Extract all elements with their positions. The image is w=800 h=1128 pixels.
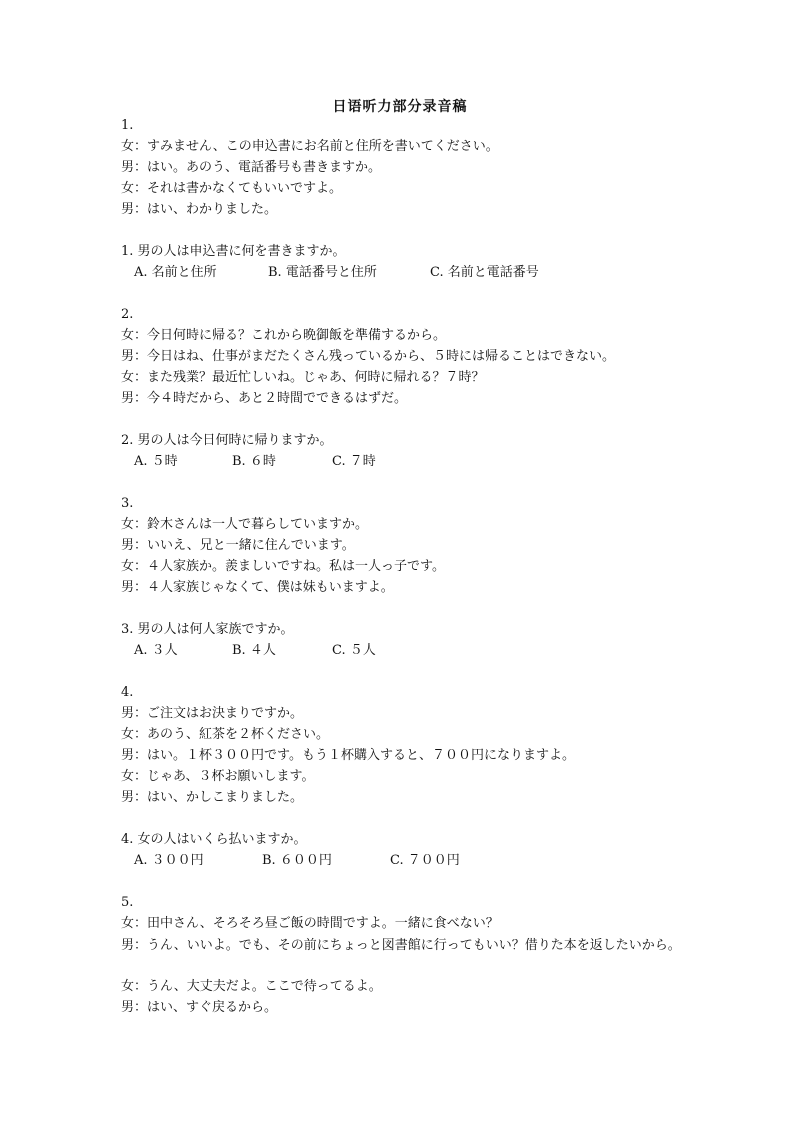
dialogue-line: 男：いいえ、兄と一緒に住んでいます。: [121, 538, 355, 553]
option-b: B. 電話番号と住所: [268, 265, 377, 280]
option-b: B. ６００円: [262, 853, 332, 868]
dialogue-line: 女：田中さん、そろそろ昼ご飯の時間ですよ。一緒に食べない？: [121, 916, 499, 931]
option-c: C. ７００円: [390, 853, 460, 868]
dialogue-line: 男：今日はね、仕事がまだたくさん残っているから、５時には帰ることはできない。: [121, 349, 616, 364]
dialogue-line: 女：うん、大丈夫だよ。ここで待ってるよ。: [121, 979, 382, 994]
section-number: 1.: [121, 118, 134, 133]
option-a: A. ５時: [134, 454, 178, 469]
option-c: C. 名前と電話番号: [430, 265, 539, 280]
option-c: C. ５人: [332, 643, 376, 658]
option-b: B. ６時: [232, 454, 276, 469]
dialogue-line: 女：４人家族か。羨ましいですね。私は一人っ子です。: [121, 559, 445, 574]
dialogue-line: 女：じゃあ、３杯お願いします。: [121, 769, 315, 784]
dialogue-line: 女：それは書かなくてもいいですよ。: [121, 181, 343, 196]
question-text: 4. 女の人はいくら払いますか。: [121, 832, 307, 847]
page-title: 日语听力部分录音稿: [332, 99, 468, 115]
section-number: 4.: [121, 685, 134, 700]
dialogue-line: 女：鈴木さんは一人で暮らしていますか。: [121, 517, 369, 532]
option-c: C. ７時: [332, 454, 376, 469]
option-b: B. ４人: [232, 643, 276, 658]
dialogue-line: 男：今４時だから、あと２時間でできるはずだ。: [121, 391, 408, 406]
question-text: 1. 男の人は申込書に何を書きますか。: [121, 244, 346, 259]
section-number: 3.: [121, 496, 134, 511]
dialogue-line: 男：４人家族じゃなくて、僕は妹もいますよ。: [121, 580, 394, 595]
dialogue-line: 女：今日何時に帰る？これから晩御飯を準備するから。: [121, 328, 447, 343]
dialogue-line: 男：はい、すぐ戻るから。: [121, 1000, 278, 1015]
dialogue-line: 男：はい、かしこまりました。: [121, 790, 304, 805]
dialogue-line: 女：また残業？最近忙しいね。じゃあ、何時に帰れる？７時？: [121, 370, 485, 385]
dialogue-line: 男：はい。あのう、電話番号も書きますか。: [121, 160, 382, 175]
section-number: 5.: [121, 895, 134, 910]
dialogue-line: 女：すみません、この申込書にお名前と住所を書いてください。: [121, 139, 499, 154]
question-text: 3. 男の人は何人家族ですか。: [121, 622, 294, 637]
option-a: A. ３人: [134, 643, 178, 658]
dialogue-line: 男：はい、わかりました。: [121, 202, 278, 217]
dialogue-line: 男：うん、いいよ。でも、その前にちょっと図書館に行ってもいい？借りた本を返したいから。: [121, 938, 681, 953]
section-number: 2.: [121, 307, 134, 322]
dialogue-line: 男：はい。１杯３００円です。もう１杯購入すると、７００円になりますよ。: [121, 748, 575, 763]
option-a: A. ３００円: [134, 853, 204, 868]
dialogue-line: 女：あのう、紅茶を２杯ください。: [121, 727, 330, 742]
question-text: 2. 男の人は今日何時に帰りますか。: [121, 433, 333, 448]
dialogue-line: 男：ご注文はお決まりですか。: [121, 706, 304, 721]
option-a: A. 名前と住所: [134, 265, 217, 280]
